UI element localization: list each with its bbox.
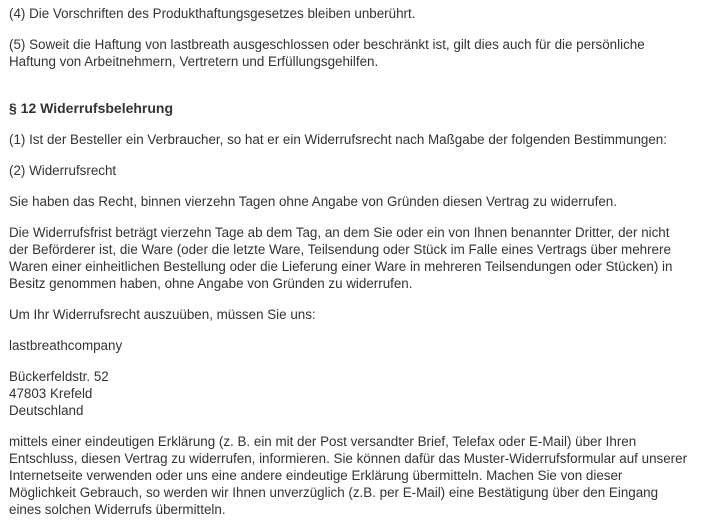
address-street: Bückerfeldstr. 52 — [9, 369, 109, 384]
company-name: lastbreathcompany — [9, 338, 123, 353]
paragraph-declaration: mittels einer eindeutigen Erklärung (z. B. ein mit der Post versandter Brief, Telefax oder E-Mail) über Ihren Entschluss, diesen Vertrag zu widerrufen, informieren. Sie können dafür das Muster-Widerrufsformular auf unserer Internetseite verwenden oder uns eine andere eindeutige Erklärung übermitteln. Machen Sie von dieser Möglichkeit Gebrauch, so werden wir Ihnen unverzüglich (z.B. per E-Mail) eine Bestätigung über den Eingang eines solchen Widerrufs übermitteln. — [9, 434, 688, 517]
address-city: 47803 Krefeld — [9, 386, 93, 401]
paragraph-widerrufsrecht-label: (2) Widerrufsrecht — [9, 163, 117, 178]
terms-document — [9, 5, 689, 532]
address-country: Deutschland — [9, 403, 84, 418]
paragraph-right-to-withdraw: Sie haben das Recht, binnen vierzehn Tagen ohne Angabe von Gründen diesen Vertrag zu widerrufen. — [9, 194, 617, 209]
paragraph-product-liability: (4) Die Vorschriften des Produkthaftungsgesetzes bleiben unberührt. — [9, 6, 416, 21]
paragraph-liability-scope: (5) Soweit die Haftung von lastbreath ausgeschlossen oder beschränkt ist, gilt dies auch für die persönliche Haftung von Arbeitnehmern, Vertretern und Erfüllungsgehilfen. — [9, 37, 645, 69]
company-address — [9, 368, 689, 419]
paragraph-consumer-right: (1) Ist der Besteller ein Verbraucher, so hat er ein Widerrufsrecht nach Maßgabe der folgenden Bestimmungen: — [9, 132, 667, 147]
paragraph-withdrawal-period: Die Widerrufsfrist beträgt vierzehn Tage ab dem Tag, an dem Sie oder ein von Ihnen benannter Dritter, der nicht der Beförderer ist, die Ware (oder die letzte Ware, Teilsendung oder Stück im Falle eines Vertrags über mehrere Waren einer einheitlichen Bestellung oder die Lieferung einer Ware in mehreren Teilsendungen oder Stücken) in Besitz genommen haben, ohne Angabe von Gründen zu widerrufen. — [9, 225, 673, 291]
section-heading-widerrufsbelehrung: § 12 Widerrufsbelehrung — [9, 100, 174, 116]
paragraph-exercise-right: Um Ihr Widerrufsrecht auszuüben, müssen Sie uns: — [9, 307, 316, 322]
